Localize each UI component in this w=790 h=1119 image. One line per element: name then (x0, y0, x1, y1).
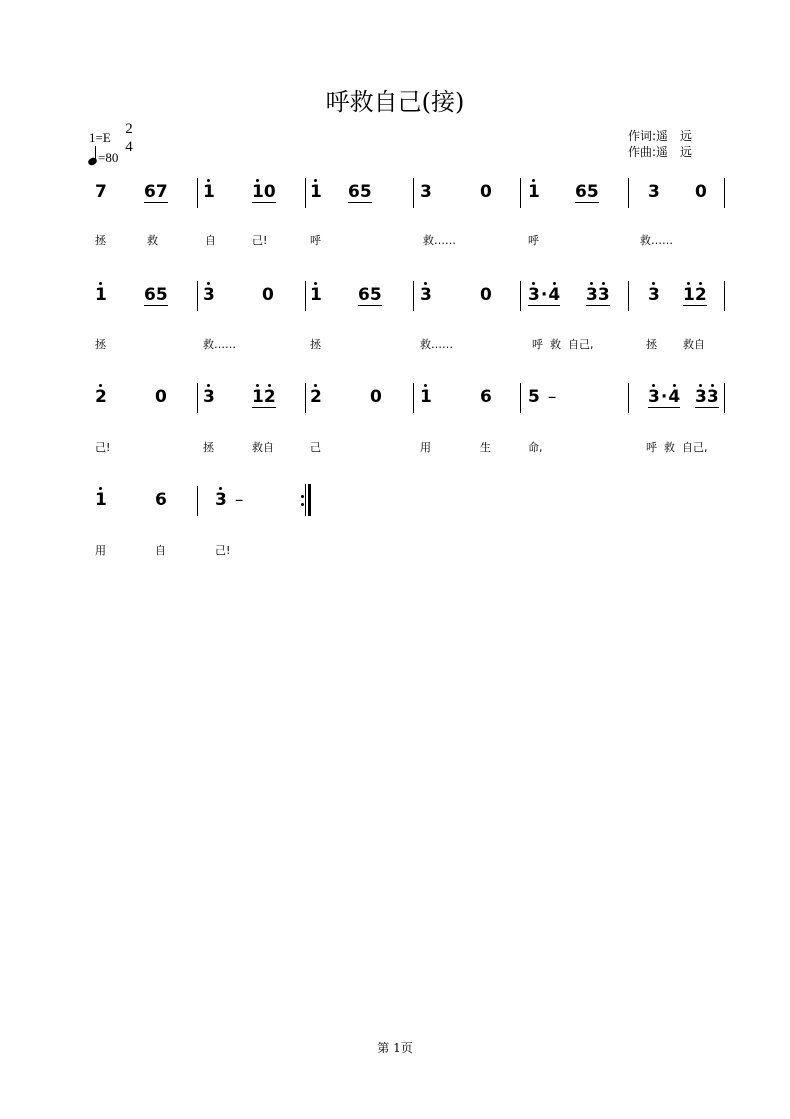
barline (197, 281, 198, 311)
note-group: 0 (480, 285, 492, 305)
note-group: 1 (420, 387, 432, 407)
barline (628, 383, 629, 413)
note-group: 0 (370, 387, 382, 407)
barline (520, 281, 521, 311)
lyric-text: 救自 (683, 338, 705, 351)
barline (197, 383, 198, 413)
barline (724, 383, 725, 413)
note-group: 65 (348, 182, 372, 202)
barline (305, 178, 306, 208)
lyric-text: 己! (252, 234, 268, 247)
tempo-marking (88, 146, 118, 166)
note-group: 1 (528, 182, 540, 202)
note-group: 33 (586, 285, 610, 305)
quarter-note-icon (88, 146, 98, 166)
note-group: 12 (683, 285, 707, 305)
barline (305, 383, 306, 413)
lyric-text: 呼 救 自己, (646, 441, 708, 454)
note-group: 3 (203, 285, 215, 305)
lyric-text: 己 (310, 441, 321, 454)
note-group: 3 (648, 182, 660, 202)
lyric-text: 用 (420, 441, 431, 454)
note-group: 0 (155, 387, 167, 407)
note-group: 0 (262, 285, 274, 305)
repeat-dot (301, 503, 304, 506)
note-group: 1 (95, 285, 107, 305)
note-group: 2 (310, 387, 322, 407)
lyric-text: 用 (95, 544, 106, 557)
note-group: 3·4 (648, 387, 681, 407)
lyric-text: 自 (205, 234, 216, 247)
note-group: 12 (252, 387, 276, 407)
note-group: 0 (695, 182, 707, 202)
key-signature: 1=E (89, 130, 111, 145)
note-group: 65 (358, 285, 382, 305)
note-group: 3 – (215, 490, 244, 510)
note-group: 0 (480, 182, 492, 202)
time-signature-bottom: 4 (125, 139, 133, 155)
note-group: 10 (252, 182, 276, 202)
barline (413, 178, 414, 208)
lyric-text: 救…… (640, 234, 673, 247)
note-group: 3 (203, 387, 215, 407)
barline (628, 178, 629, 208)
lyric-text: 救 (147, 234, 158, 247)
lyric-text: 己! (95, 441, 111, 454)
note-group: 2 (95, 387, 107, 407)
barline (628, 281, 629, 311)
lyric-text: 呼 (310, 234, 321, 247)
note-group: 5 – (528, 387, 557, 407)
barline (197, 178, 198, 208)
song-title: 呼救自己(接) (325, 88, 465, 116)
note-group: 33 (695, 387, 719, 407)
barline (520, 178, 521, 208)
lyric-text: 拯 (95, 338, 106, 351)
note-group: 65 (575, 182, 599, 202)
note-group: 1 (203, 182, 215, 202)
lyric-text: 拯 (310, 338, 321, 351)
note-group: 67 (144, 182, 168, 202)
note-group: 1 (310, 182, 322, 202)
repeat-dot (301, 495, 304, 498)
barline (413, 383, 414, 413)
time-signature-top: 2 (125, 121, 133, 137)
lyricist-credit: 作词:遥 远 (628, 129, 693, 143)
end-barline-thick (308, 484, 311, 516)
lyric-text: 自 (155, 544, 166, 557)
barline (305, 281, 306, 311)
note-group: 7 (95, 182, 107, 202)
note-group: 3 (648, 285, 660, 305)
lyric-text: 呼 (528, 234, 539, 247)
note-group: 3·4 (528, 285, 561, 305)
note-group: 6 (480, 387, 492, 407)
lyric-text: 拯 (203, 441, 214, 454)
lyric-text: 生 (480, 441, 491, 454)
lyric-text: 救…… (203, 338, 236, 351)
note-group: 1 (310, 285, 322, 305)
note-group: 3 (420, 182, 432, 202)
tempo-value: =80 (98, 150, 119, 165)
lyric-text: 拯 (95, 234, 106, 247)
note-group: 3 (420, 285, 432, 305)
barline (197, 486, 198, 516)
lyric-text: 呼 救 自己, (532, 338, 594, 351)
credits (628, 128, 692, 160)
time-signature (122, 120, 136, 156)
lyric-text: 命, (528, 441, 543, 454)
end-barline-thin (305, 484, 306, 516)
note-group: 1 (95, 490, 107, 510)
barline (724, 178, 725, 208)
lyric-text: 救自 (252, 441, 274, 454)
barline (413, 281, 414, 311)
lyric-text: 救…… (423, 234, 456, 247)
lyric-text: 拯 (646, 338, 657, 351)
barline (520, 383, 521, 413)
page-number: 第 1页 (377, 1041, 413, 1055)
barline (724, 281, 725, 311)
lyric-text: 己! (215, 544, 231, 557)
note-group: 65 (144, 285, 168, 305)
lyric-text: 救…… (420, 338, 453, 351)
note-group: 6 (155, 490, 167, 510)
composer-credit: 作曲:遥 远 (628, 145, 693, 159)
